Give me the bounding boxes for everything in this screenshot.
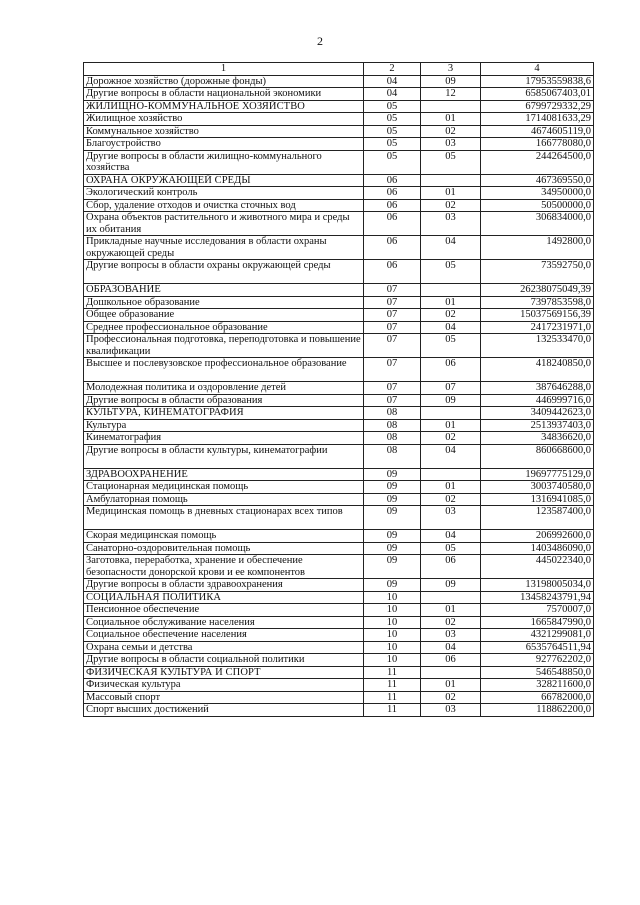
row-name: Коммунальное хозяйство	[84, 125, 364, 138]
row-section: 05	[364, 100, 421, 113]
row-amount: 445022340,0	[481, 555, 594, 579]
row-amount: 328211600,0	[481, 679, 594, 692]
row-name: Прикладные научные исследования в области охраны окружающей среды	[84, 236, 364, 260]
table-row	[84, 419, 594, 432]
row-subsection: 02	[421, 432, 481, 445]
row-subsection: 05	[421, 260, 481, 284]
table-row	[84, 579, 594, 592]
row-amount: 927762202,0	[481, 654, 594, 667]
row-name: Молодежная политика и оздоровление детей	[84, 382, 364, 395]
row-name: Социальное обеспечение населения	[84, 629, 364, 642]
row-amount: 1492800,0	[481, 236, 594, 260]
row-amount: 1714081633,29	[481, 113, 594, 126]
row-section: 05	[364, 125, 421, 138]
row-subsection: 01	[421, 481, 481, 494]
row-amount: 66782000,0	[481, 691, 594, 704]
row-subsection: 02	[421, 309, 481, 322]
row-name: Высшее и послевузовское профессиональное образование	[84, 358, 364, 382]
row-subsection: 01	[421, 113, 481, 126]
table-row	[84, 75, 594, 88]
table-row	[84, 236, 594, 260]
row-name: Другие вопросы в области культуры, кинематографии	[84, 444, 364, 468]
row-section: 09	[364, 506, 421, 530]
row-name: Дошкольное образование	[84, 296, 364, 309]
row-subsection: 03	[421, 212, 481, 236]
table-row	[84, 432, 594, 445]
row-amount: 2417231971,0	[481, 321, 594, 334]
row-subsection	[421, 174, 481, 187]
row-amount: 2513937403,0	[481, 419, 594, 432]
table-row	[84, 691, 594, 704]
row-subsection	[421, 468, 481, 481]
row-subsection: 09	[421, 394, 481, 407]
row-name: Кинематография	[84, 432, 364, 445]
row-name: Другие вопросы в области национальной экономики	[84, 88, 364, 101]
row-section: 07	[364, 296, 421, 309]
row-subsection: 07	[421, 382, 481, 395]
row-amount: 4321299081,0	[481, 629, 594, 642]
table-row	[84, 125, 594, 138]
row-section: 10	[364, 654, 421, 667]
row-amount: 34950000,0	[481, 187, 594, 200]
row-name: СОЦИАЛЬНАЯ ПОЛИТИКА	[84, 591, 364, 604]
row-subsection: 02	[421, 691, 481, 704]
row-name: Стационарная медицинская помощь	[84, 481, 364, 494]
row-section: 06	[364, 212, 421, 236]
row-subsection: 01	[421, 419, 481, 432]
row-subsection: 06	[421, 654, 481, 667]
budget-table	[83, 62, 594, 717]
row-amount: 860668600,0	[481, 444, 594, 468]
row-amount: 418240850,0	[481, 358, 594, 382]
row-name: Заготовка, переработка, хранение и обеспечение безопасности донорской крови и ее компонентов	[84, 555, 364, 579]
row-amount: 13458243791,94	[481, 591, 594, 604]
row-section: 10	[364, 616, 421, 629]
row-section: 07	[364, 382, 421, 395]
row-amount: 123587400,0	[481, 506, 594, 530]
row-section: 10	[364, 591, 421, 604]
row-name: Другие вопросы в области здравоохранения	[84, 579, 364, 592]
table-row	[84, 407, 594, 420]
row-subsection: 04	[421, 530, 481, 543]
header-name: 1	[84, 63, 364, 76]
row-section: 06	[364, 187, 421, 200]
table-row	[84, 309, 594, 322]
row-subsection: 12	[421, 88, 481, 101]
row-section: 10	[364, 629, 421, 642]
row-section: 07	[364, 358, 421, 382]
row-subsection: 04	[421, 321, 481, 334]
row-subsection: 01	[421, 604, 481, 617]
row-section: 08	[364, 407, 421, 420]
row-amount: 166778080,0	[481, 138, 594, 151]
row-section: 09	[364, 530, 421, 543]
row-amount: 306834000,0	[481, 212, 594, 236]
row-amount: 387646288,0	[481, 382, 594, 395]
table-row	[84, 493, 594, 506]
row-subsection: 06	[421, 358, 481, 382]
row-name: Среднее профессиональное образование	[84, 321, 364, 334]
row-section: 10	[364, 641, 421, 654]
row-amount: 3003740580,0	[481, 481, 594, 494]
row-name: Экологический контроль	[84, 187, 364, 200]
row-section: 05	[364, 138, 421, 151]
row-name: Медицинская помощь в дневных стационарах всех типов	[84, 506, 364, 530]
row-subsection	[421, 666, 481, 679]
row-section: 11	[364, 679, 421, 692]
row-amount: 446999716,0	[481, 394, 594, 407]
row-name: Культура	[84, 419, 364, 432]
table-row	[84, 641, 594, 654]
row-name: Другие вопросы в области охраны окружающей среды	[84, 260, 364, 284]
row-amount: 17953559838,6	[481, 75, 594, 88]
row-section: 06	[364, 236, 421, 260]
row-subsection: 04	[421, 444, 481, 468]
row-section: 11	[364, 691, 421, 704]
row-section: 09	[364, 555, 421, 579]
row-amount: 1665847990,0	[481, 616, 594, 629]
row-amount: 19697775129,0	[481, 468, 594, 481]
row-name: Другие вопросы в области жилищно-коммунального хозяйства	[84, 150, 364, 174]
table-row	[84, 666, 594, 679]
row-name: Сбор, удаление отходов и очистка сточных вод	[84, 199, 364, 212]
row-subsection: 02	[421, 493, 481, 506]
row-section: 09	[364, 579, 421, 592]
row-name: Спорт высших достижений	[84, 704, 364, 717]
row-subsection: 02	[421, 125, 481, 138]
row-section: 08	[364, 444, 421, 468]
table-row	[84, 604, 594, 617]
row-subsection	[421, 284, 481, 297]
row-section: 06	[364, 260, 421, 284]
row-section: 07	[364, 394, 421, 407]
row-name: Санаторно-оздоровительная помощь	[84, 542, 364, 555]
row-section: 11	[364, 704, 421, 717]
table-row	[84, 542, 594, 555]
row-name: ЗДРАВООХРАНЕНИЕ	[84, 468, 364, 481]
row-amount: 546548850,0	[481, 666, 594, 679]
table-row	[84, 704, 594, 717]
row-section: 06	[364, 199, 421, 212]
table-row	[84, 88, 594, 101]
header-section: 2	[364, 63, 421, 76]
row-name: Другие вопросы в области социальной политики	[84, 654, 364, 667]
row-subsection: 04	[421, 236, 481, 260]
row-name: Жилищное хозяйство	[84, 113, 364, 126]
table-row	[84, 334, 594, 358]
row-section: 09	[364, 493, 421, 506]
row-amount: 1403486090,0	[481, 542, 594, 555]
row-section: 04	[364, 75, 421, 88]
row-subsection: 06	[421, 555, 481, 579]
row-name: Скорая медицинская помощь	[84, 530, 364, 543]
header-row	[84, 63, 594, 76]
row-subsection: 05	[421, 542, 481, 555]
table-row	[84, 394, 594, 407]
row-name: Профессиональная подготовка, переподготовка и повышение квалификации	[84, 334, 364, 358]
row-amount: 15037569156,39	[481, 309, 594, 322]
table-row	[84, 358, 594, 382]
row-section: 10	[364, 604, 421, 617]
row-subsection: 05	[421, 334, 481, 358]
row-section: 11	[364, 666, 421, 679]
row-subsection: 09	[421, 75, 481, 88]
row-name: Физическая культура	[84, 679, 364, 692]
table-row	[84, 284, 594, 297]
row-name: ОБРАЗОВАНИЕ	[84, 284, 364, 297]
row-amount: 6799729332,29	[481, 100, 594, 113]
row-amount: 6535764511,94	[481, 641, 594, 654]
row-amount: 13198005034,0	[481, 579, 594, 592]
row-subsection: 01	[421, 187, 481, 200]
row-subsection: 01	[421, 296, 481, 309]
table-row	[84, 113, 594, 126]
row-subsection: 09	[421, 579, 481, 592]
row-section: 08	[364, 432, 421, 445]
row-subsection: 05	[421, 150, 481, 174]
row-section: 07	[364, 321, 421, 334]
row-section: 09	[364, 542, 421, 555]
table-row	[84, 296, 594, 309]
row-subsection: 02	[421, 199, 481, 212]
row-name: Пенсионное обеспечение	[84, 604, 364, 617]
table-row	[84, 444, 594, 468]
table-row	[84, 468, 594, 481]
row-subsection: 01	[421, 679, 481, 692]
header-subsection: 3	[421, 63, 481, 76]
row-amount: 132533470,0	[481, 334, 594, 358]
table-row	[84, 100, 594, 113]
table-row	[84, 506, 594, 530]
row-name: Другие вопросы в области образования	[84, 394, 364, 407]
row-amount: 50500000,0	[481, 199, 594, 212]
row-name: Общее образование	[84, 309, 364, 322]
row-subsection: 03	[421, 629, 481, 642]
row-subsection	[421, 407, 481, 420]
row-section: 07	[364, 284, 421, 297]
table-row	[84, 199, 594, 212]
table-row	[84, 679, 594, 692]
row-amount: 6585067403,01	[481, 88, 594, 101]
table-row	[84, 138, 594, 151]
row-amount: 34836620,0	[481, 432, 594, 445]
table-row	[84, 150, 594, 174]
row-amount: 26238075049,39	[481, 284, 594, 297]
row-amount: 206992600,0	[481, 530, 594, 543]
row-section: 09	[364, 468, 421, 481]
row-name: Социальное обслуживание населения	[84, 616, 364, 629]
table-row	[84, 591, 594, 604]
row-section: 07	[364, 309, 421, 322]
page-number: 2	[317, 34, 323, 48]
row-name: Благоустройство	[84, 138, 364, 151]
row-subsection	[421, 591, 481, 604]
row-name: ЖИЛИЩНО-КОММУНАЛЬНОЕ ХОЗЯЙСТВО	[84, 100, 364, 113]
table-row	[84, 382, 594, 395]
row-section: 07	[364, 334, 421, 358]
table-row	[84, 212, 594, 236]
row-name: Массовый спорт	[84, 691, 364, 704]
row-amount: 244264500,0	[481, 150, 594, 174]
row-name: КУЛЬТУРА, КИНЕМАТОГРАФИЯ	[84, 407, 364, 420]
table-row	[84, 481, 594, 494]
row-amount: 467369550,0	[481, 174, 594, 187]
table-row	[84, 616, 594, 629]
row-subsection: 03	[421, 138, 481, 151]
row-section: 06	[364, 174, 421, 187]
row-name: Охрана семьи и детства	[84, 641, 364, 654]
table-row	[84, 530, 594, 543]
row-section: 09	[364, 481, 421, 494]
header-amount: 4	[481, 63, 594, 76]
table-row	[84, 260, 594, 284]
row-name: Охрана объектов растительного и животного мира и среды их обитания	[84, 212, 364, 236]
row-amount: 118862200,0	[481, 704, 594, 717]
row-subsection: 03	[421, 704, 481, 717]
row-amount: 3409442623,0	[481, 407, 594, 420]
row-amount: 7570007,0	[481, 604, 594, 617]
row-section: 05	[364, 113, 421, 126]
table-row	[84, 187, 594, 200]
row-name: ФИЗИЧЕСКАЯ КУЛЬТУРА И СПОРТ	[84, 666, 364, 679]
row-subsection: 02	[421, 616, 481, 629]
row-subsection: 04	[421, 641, 481, 654]
row-name: ОХРАНА ОКРУЖАЮЩЕЙ СРЕДЫ	[84, 174, 364, 187]
row-section: 04	[364, 88, 421, 101]
row-section: 05	[364, 150, 421, 174]
row-name: Амбулаторная помощь	[84, 493, 364, 506]
row-amount: 73592750,0	[481, 260, 594, 284]
row-amount: 4674605119,0	[481, 125, 594, 138]
table-row	[84, 321, 594, 334]
row-amount: 1316941085,0	[481, 493, 594, 506]
table-row	[84, 654, 594, 667]
table-row	[84, 555, 594, 579]
row-subsection	[421, 100, 481, 113]
row-section: 08	[364, 419, 421, 432]
table-row	[84, 629, 594, 642]
row-subsection: 03	[421, 506, 481, 530]
row-amount: 7397853598,0	[481, 296, 594, 309]
table-row	[84, 174, 594, 187]
row-name: Дорожное хозяйство (дорожные фонды)	[84, 75, 364, 88]
